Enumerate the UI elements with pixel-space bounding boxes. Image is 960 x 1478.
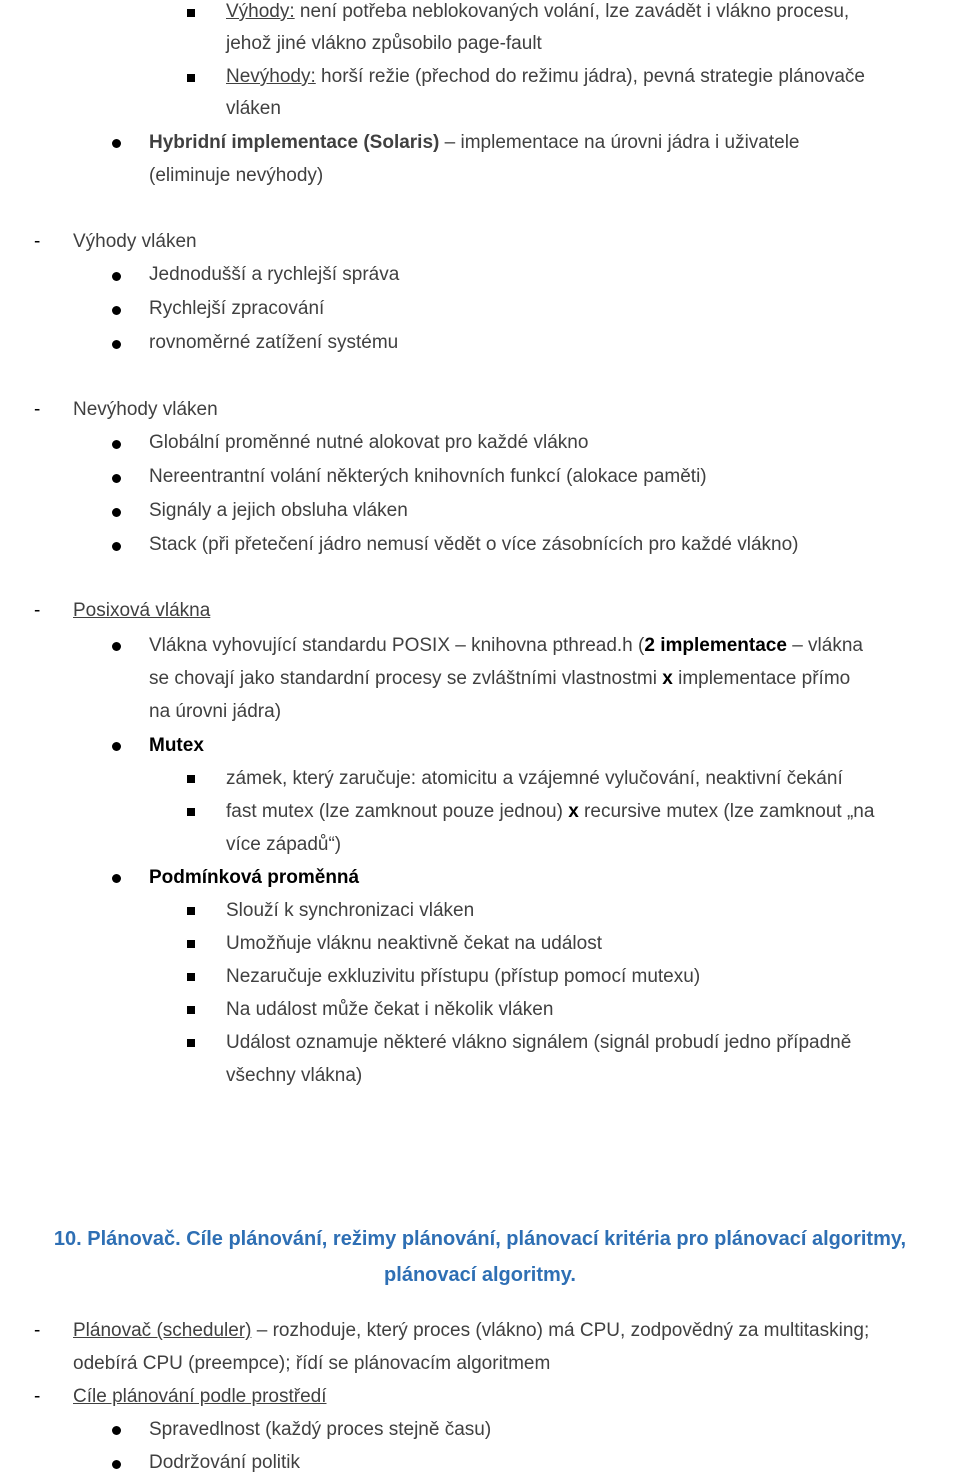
list-item: Jednodušší a rychlejší správa: [149, 264, 400, 285]
bold-text: 2 implementace: [644, 635, 787, 656]
list-item: Nezaručuje exkluzivitu přístupu (přístup pomocí mutexu): [226, 966, 701, 987]
list-item: Událost oznamuje některé vlákno signálem (signál probudí jedno případně: [226, 1032, 852, 1053]
round-bullet-icon: [112, 306, 121, 315]
list-item-cont: více západů“): [226, 834, 342, 855]
list-text: se chovají jako standardní procesy se zvláštními vlastnostmi: [149, 668, 663, 689]
disadvantages-label: Nevýhody:: [226, 66, 316, 87]
square-bullet-icon: [187, 940, 195, 948]
list-text: není potřeba neblokovaných volání, lze zavádět i vlákno procesu,: [294, 1, 850, 22]
list-text: Vlákna vyhovující standardu POSIX – knihovna pthread.h (: [149, 635, 645, 656]
list-item-cont: jehož jiné vlákno způsobilo page-fault: [226, 33, 542, 54]
list-item-cont: na úrovni jádra): [149, 701, 282, 722]
advantages-label: Výhody:: [226, 1, 295, 22]
list-item-cont: všechny vlákna): [226, 1065, 363, 1086]
round-bullet-icon: [112, 508, 121, 517]
round-bullet-icon: [112, 474, 121, 483]
square-bullet-icon: [187, 74, 195, 82]
list-item-cont: [149, 667, 850, 691]
round-bullet-icon: [112, 542, 121, 551]
list-item: [226, 65, 865, 89]
mutex-title: Mutex: [149, 735, 204, 756]
round-bullet-icon: [112, 874, 121, 883]
square-bullet-icon: [187, 973, 195, 981]
dash-bullet-icon: -: [34, 600, 41, 621]
list-item: Slouží k synchronizaci vláken: [226, 900, 475, 921]
dash-bullet-icon: -: [34, 1320, 41, 1341]
list-item: Globální proměnné nutné alokovat pro každé vlákno: [149, 432, 589, 453]
list-item: [226, 800, 874, 824]
section-heading: Výhody vláken: [73, 231, 197, 252]
list-item: Nereentrantní volání některých knihovních funkcí (alokace paměti): [149, 466, 707, 487]
dash-bullet-icon: -: [34, 399, 41, 420]
list-item: Umožňuje vláknu neaktivně čekat na událost: [226, 933, 603, 954]
list-item: [226, 0, 849, 24]
section-heading: Cíle plánování podle prostředí: [73, 1386, 327, 1407]
list-text: implementace přímo: [672, 668, 851, 689]
dash-bullet-icon: -: [34, 1386, 41, 1407]
hybrid-label: Hybridní implementace (Solaris): [149, 132, 440, 153]
list-text: – vlákna: [786, 635, 863, 656]
section-heading: Nevýhody vláken: [73, 399, 218, 420]
list-item-cont: (eliminuje nevýhody): [149, 165, 324, 186]
scheduler-label: Plánovač (scheduler): [73, 1320, 252, 1341]
list-item-cont: odebírá CPU (preempce); řídí se plánovacím algoritmem: [73, 1353, 551, 1374]
dash-bullet-icon: -: [34, 231, 41, 252]
condvar-title: Podmínková proměnná: [149, 867, 360, 888]
round-bullet-icon: [112, 1460, 121, 1469]
list-item: zámek, který zaručuje: atomicitu a vzájemné vylučování, neaktivní čekání: [226, 768, 843, 789]
round-bullet-icon: [112, 139, 121, 148]
section-title: 10. Plánovač. Cíle plánování, režimy plánování, plánovací kritéria pro plánovací algoritmy,: [53, 1228, 907, 1250]
list-text: horší režie (přechod do režimu jádra), pevná strategie plánovače: [315, 66, 865, 87]
list-item-cont: vláken: [226, 98, 281, 119]
bold-x: x: [662, 668, 673, 689]
square-bullet-icon: [187, 9, 195, 17]
bold-x: x: [568, 801, 579, 822]
list-text: – rozhoduje, který proces (vlákno) má CPU, zodpovědný za multitasking;: [251, 1320, 870, 1341]
list-text: fast mutex (lze zamknout pouze jednou): [226, 801, 569, 822]
list-text: – implementace na úrovni jádra i uživatele: [439, 132, 800, 153]
round-bullet-icon: [112, 340, 121, 349]
list-item: [73, 1319, 869, 1343]
square-bullet-icon: [187, 907, 195, 915]
list-item: Dodržování politik: [149, 1452, 301, 1473]
round-bullet-icon: [112, 642, 121, 651]
square-bullet-icon: [187, 1006, 195, 1014]
list-item: Signály a jejich obsluha vláken: [149, 500, 408, 521]
square-bullet-icon: [187, 808, 195, 816]
square-bullet-icon: [187, 1039, 195, 1047]
round-bullet-icon: [112, 742, 121, 751]
list-item: [149, 634, 863, 658]
round-bullet-icon: [112, 1426, 121, 1435]
list-item: rovnoměrné zatížení systému: [149, 332, 399, 353]
list-item: Stack (při přetečení jádro nemusí vědět o více zásobnících pro každé vlákno): [149, 534, 799, 555]
section-heading: Posixová vlákna: [73, 600, 211, 621]
square-bullet-icon: [187, 775, 195, 783]
list-item: [149, 131, 800, 155]
list-item: Na událost může čekat i několik vláken: [226, 999, 554, 1020]
round-bullet-icon: [112, 272, 121, 281]
round-bullet-icon: [112, 440, 121, 449]
list-item: Spravedlnost (každý proces stejně času): [149, 1419, 492, 1440]
list-item: Rychlejší zpracování: [149, 298, 325, 319]
section-title-cont: plánovací algoritmy.: [384, 1264, 576, 1286]
list-text: recursive mutex (lze zamknout „na: [578, 801, 875, 822]
